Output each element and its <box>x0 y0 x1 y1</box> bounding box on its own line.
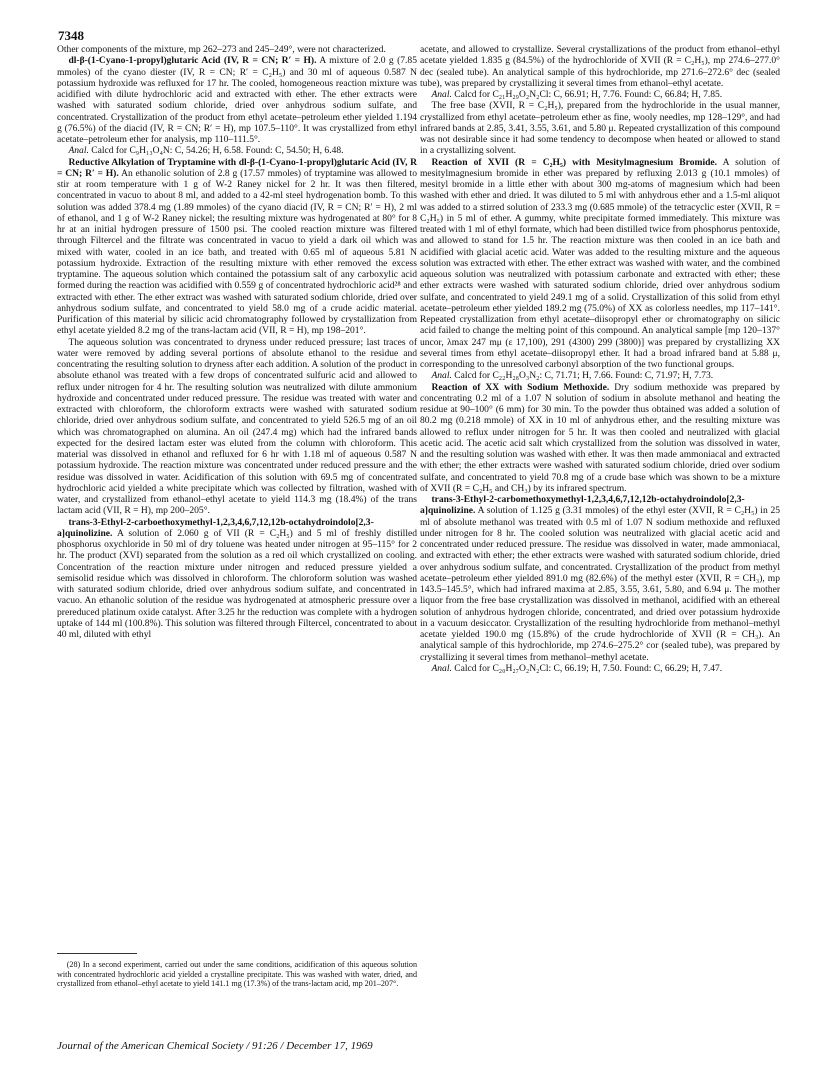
paragraph-text: Calcd for C₉H₁₃O₄N: C, 54.26; H, 6.58. Found: C, 54.50; H, 6.48. <box>91 145 344 157</box>
footnote <box>57 960 417 989</box>
paragraph <box>57 337 417 517</box>
paragraph-text: A solution of mesitylmagnesium bromide in ether was prepared by refluxing 2.013 g (10.1 mmoles) of mesityl bromide in a little ether with about 300 mg-atoms of magnesium which had been washed with ether and dried. It was diluted to 5 ml with anhydrous ether and a 1.5-ml aliquot was added to a stirred solution of 233.3 mg (0.685 mmole) of the tetracyclic ester (XVII, R = C₂H₅) in 5 ml of ether. A gummy, white precipitate formed immediately. This mixture was treated with 1 ml of ethyl formate, which had been distilled twice from phosphorus pentoxide, and allowed to stand for 1.5 hr. The reaction mixture was then cooled in an ice bath and acidified with glacial acetic acid. Water was added to the resulting mixture and the aqueous solution was extracted with ether. The ether extract was washed with water, and the combined aqueous solution was neutralized with potassium carbonate and extracted with ether; these ether extracts were washed with saturated sodium chloride, dried over anhydrous sodium sulfate, and concentrated to yield 249.1 mg of a solid. Crystallization of this solid from ethyl acetate–petroleum ether yielded 189.2 mg (75.0%) of XX as colorless needles, mp 117–141°. Repeated crystallization from ethyl acetate–diisopropyl ether or chromatography on silicic acid failed to change the melting point of this compound. An analytical sample [mp 120–137° uncor, λmax 247 mμ (ε 17,100), 291 (4300) 299 (3800)] was prepared by crystallizing XX several times from ethyl acetate–diisopropyl ether. It had a broad infrared band at 5.88 μ, corresponding to the unresolved carbonyl absorption of the two functional groups. <box>420 156 780 370</box>
paragraph <box>420 44 780 89</box>
analysis-label: Anal. <box>431 370 452 382</box>
analysis-label: Anal. <box>431 662 452 674</box>
paragraph-text: The aqueous solution was concentrated to dryness under reduced pressure; last traces of water were removed by adding several portions of absolute ethanol to the residue and concentrating the resulting solution to dryness after each addition. A solution of the product in absolute ethanol was treated with a few drops of concentrated sulfuric acid and allowed to reflux under nitrogen for 4 hr. The resulting solution was neutralized with dilute ammonium hydroxide and concentrated under reduced pressure. The residue was treated with water and extracted with chloroform, the chloroform extracts were washed with saturated sodium chloride, dried over anhydrous sodium sulfate, and concentrated to yield 526.5 mg of an oil which was chromatographed on alumina. An oil (247.4 mg) which had the infrared bands expected for the desired lactam ester was eluted from the column with chloroform. This material was dissolved in ethanol and refluxed for 6 hr with 1.18 ml of aqueous 0.587 N potassium hydroxide. The reaction mixture was concentrated under reduced pressure and the residue was dissolved in water. Acidification of this solution with 69.5 mg of concentrated hydrochloric acid yielded a white precipitate which was collected by filtration, washed with water, and crystallized from ethanol–ethyl acetate to yield 114.3 mg (18.4%) of the trans lactam acid (VII, R = H), mp 200–205°. <box>57 336 417 517</box>
section-heading: trans-3-Ethyl-2-carbomethoxymethyl-1,2,3,4,6,7,12,12b-octahydroindolo[2,3-a]quinolizine. <box>420 494 745 517</box>
footnote-text: (28) In a second experiment, carried out under the same conditions, acidification of this aqueous solution with concentrated hydrochloric acid yielded a crystalline precipitate. This was washed with water, dried, and crystallized from ethanol–ethyl acetate to yield 141.1 mg (17.3%) of the trans-lactam acid, mp 201–207°. <box>57 960 417 989</box>
paragraph <box>57 145 417 156</box>
analysis-label: Anal. <box>431 89 452 100</box>
paragraph <box>420 157 780 371</box>
paragraph <box>57 157 417 337</box>
paragraph-text: An ethanolic solution of 2.8 g (17.57 mmoles) of tryptamine was allowed to stir at room temperature with 1 g of W-2 Raney nickel for 2 hr. It was then filtered, concentrated in vacuo to about 8 ml, and added to a 42-ml steel hydrogenation bomb. To this solution was added 378.4 mg (1.89 mmoles) of the cyano diacid (IV, R = CN; R′ = H), 2 ml of ethanol, and 1 g of W-2 Raney nickel; the resulting mixture was hydrogenated at 80° for 8 hr at an initial hydrogen pressure of 1500 psi. The cooled reaction mixture was filtered through Filtercel and the filtrate was concentrated in vacuo to yield a dark oil which was mixed with water, cooled in an ice bath, and treated with 0.65 ml of aqueous 5.81 N potassium hydroxide. Extraction of the resulting mixture with ether removed the excess tryptamine. The aqueous solution which contained the potassium salt of any carboxylic acid formed during the reaction was acidified with 0.559 g of concentrated hydrochloric acid²⁸ and extracted with ether. The ether extract was washed with saturated sodium chloride, dried over anhydrous sodium sulfate, and concentrated to yield 58.0 mg of a crude acidic material. Purification of this material by silicic acid chromatography followed by crystallization from ethyl acetate yielded 8.2 mg of the trans-lactam acid (VII, R = H), mp 198–201°. <box>57 167 417 337</box>
paragraph <box>57 44 417 55</box>
paragraph <box>57 55 417 145</box>
analysis-label: Anal. <box>68 145 89 157</box>
section-heading: trans-3-Ethyl-2-carboethoxymethyl-1,2,3,4,6,7,12,12b-octahydroindolo[2,3-a]quinolizine. <box>57 516 374 539</box>
page-number: 7348 <box>58 28 84 43</box>
paragraph-text: A solution of 2.060 g of VII (R = C₂H₅) and 5 ml of freshly distilled phosphorus oxychloride in 50 ml of dry toluene was heated under nitrogen at 95–115° for 2 hr. The product (XVI) separated from the solution as a red oil which crystallized on cooling. Concentration of the reaction mixture under nitrogen and reduced pressure yielded a semisolid residue which was dissolved in chloroform. The chloroform solution was washed with saturated sodium chloride, dried over anhydrous sodium sulfate, and concentrated in vacuo. An ethanolic solution of the residue was hydrogenated at atmospheric pressure over a prereduced platinum oxide catalyst. After 3.25 hr the reduction was complete with a hydrogen uptake of 144 ml (100.8%). This solution was filtered through Filtercel, concentrated to about 40 ml, diluted with ethyl <box>57 527 417 640</box>
footnote-divider <box>57 953 137 954</box>
paragraph-text: Other components of the mixture, mp 262–273 and 245–249°, were not characterized. <box>57 44 386 55</box>
paragraph-text: A solution of 1.125 g (3.31 mmoles) of the ethyl ester (XVII, R = C₂H₅) in 25 ml of absolute methanol was treated with 0.5 ml of 1.07 N sodium methoxide and refluxed under nitrogen for 8 hr. The cooled solution was neutralized with glacial acetic acid and concentrated under reduced pressure. The residue was dissolved in water, made ammoniacal, and extracted with ether; the ether extracts were washed with saturated sodium chloride, dried over anhydrous sodium sulfate, and concentrated. Crystallization of the product from methyl acetate–petroleum ether yielded 891.0 mg (82.6%) of the methyl ester (XVII, R = CH₃), mp 143.5–145.5°, which had infrared maxima at 2.85, 3.55, 3.61, 5.80, and 6.94 μ. The mother liquor from the free base crystallization was dissolved in methanol, acidified with an ethereal solution of anhydrous hydrogen chloride, concentrated, and dried over potassium hydroxide in a vacuum desiccator. Crystallization of the resulting hydrochloride from methanol–methyl acetate yielded 190.0 mg (15.8%) of the crude hydrochloride of XVII (R = CH₃). An analytical sample of this hydrochloride, mp 274.6–275.2° cor (sealed tube), was prepared by crystallizing it several times from methanol–methyl acetate. <box>420 505 780 663</box>
left-column <box>57 44 417 640</box>
section-heading: Reaction of XX with Sodium Methoxide. <box>431 381 610 393</box>
paragraph <box>420 494 780 663</box>
paragraph <box>420 370 780 381</box>
paragraph <box>57 517 417 641</box>
paragraph <box>420 382 780 495</box>
paragraph-text: Calcd for C₂₂H₂₈O₃N₂: C, 71.71; H, 7.66. Found: C, 71.97; H, 7.73. <box>454 370 714 382</box>
paragraph <box>420 663 780 674</box>
paragraph-text: acetate, and allowed to crystallize. Several crystallizations of the product from ethanol–ethyl acetate yielded 1.835 g (84.5%) of the hydrochloride of XVII (R = C₂H₅), mp 274.6–277.0° dec (sealed tube). An analytical sample of this hydrochloride, mp 271.6–272.6° dec (sealed tube), was prepared by crystallizing it several times from ethanol–ethyl acetate. <box>420 44 780 89</box>
section-heading: Reductive Alkylation of Tryptamine with dl-β-(1-Cyano-1-propyl)glutaric Acid (IV, R = CN; R′ = H). <box>57 156 417 179</box>
paragraph <box>420 89 780 100</box>
paragraph <box>420 100 780 156</box>
paragraph-text: Dry sodium methoxide was prepared by concentrating 0.2 ml of a 1.07 N solution of sodium in absolute methanol and heating the residue at 90–100° (6 mm) for 30 min. To the powder thus obtained was added a solution of 80.2 mg (0.218 mmole) of XX in 10 ml of anhydrous ether, and the resulting mixture was allowed to reflux under nitrogen for 5 hr. It was then cooled and neutralized with glacial acetic acid. The acetic acid salt which crystallized from the solution was dissolved in water, and the resulting solution was washed with ether. It was then made ammoniacal and extracted with ether; the ether extracts were washed with saturated sodium chloride, dried over sodium sulfate, and concentrated to yield 70.8 mg of a crude base which was shown to be a mixture of XVII (R = C₂H₅ and CH₃) by its infrared spectrum. <box>420 381 780 494</box>
section-heading: Reaction of XVII (R = C₂H₅) with Mesitylmagnesium Bromide. <box>431 156 718 168</box>
paragraph-text: The free base (XVII, R = C₂H₅), prepared from the hydrochloride in the usual manner, crystallized from ethyl acetate–petroleum ether as fine, wooly needles, mp 128–129°, and had infrared bands at 2.85, 3.41, 3.55, 3.61, and 5.80 μ. Repeated crystallization of this compound was not desirable since it had some tendency to decompose when heated or allowed to stand in a crystallizing solvent. <box>420 100 780 157</box>
paragraph-text: Calcd for C₂₁H₂₉O₂N₂Cl: C, 66.91; H, 7.76. Found: C, 66.84; H, 7.85. <box>454 89 723 100</box>
paragraph-text: Calcd for C₂₀H₂₇O₂N₂Cl: C, 66.19; H, 7.50. Found: C, 66.29; H, 7.47. <box>454 662 723 674</box>
right-column <box>420 44 780 674</box>
journal-footer: Journal of the American Chemical Society / 91:26 / December 17, 1969 <box>57 1040 373 1052</box>
paragraph-text: A mixture of 2.0 g (7.85 mmoles) of the cyano diester (IV, R = CN; R′ = C₂H₅) and 30 ml of aqueous 0.587 N potassium hydroxide was refluxed for 17 hr. The cooled, homogeneous reaction mixture was acidified with dilute hydrochloric acid and extracted with ether. The ether extracts were washed with saturated sodium chloride, dried over anhydrous sodium sulfate, and concentrated. Crystallization of the product from ethyl acetate–petroleum ether yielded 1.194 g (76.5%) of the diacid (IV, R = CN; R′ = H), mp 107.5–110°. It was crystallized from ethyl acetate–petroleum ether for analysis, mp 110–111.5°. <box>57 55 417 145</box>
section-heading: dl-β-(1-Cyano-1-propyl)glutaric Acid (IV, R = CN; R′ = H). <box>68 55 317 67</box>
